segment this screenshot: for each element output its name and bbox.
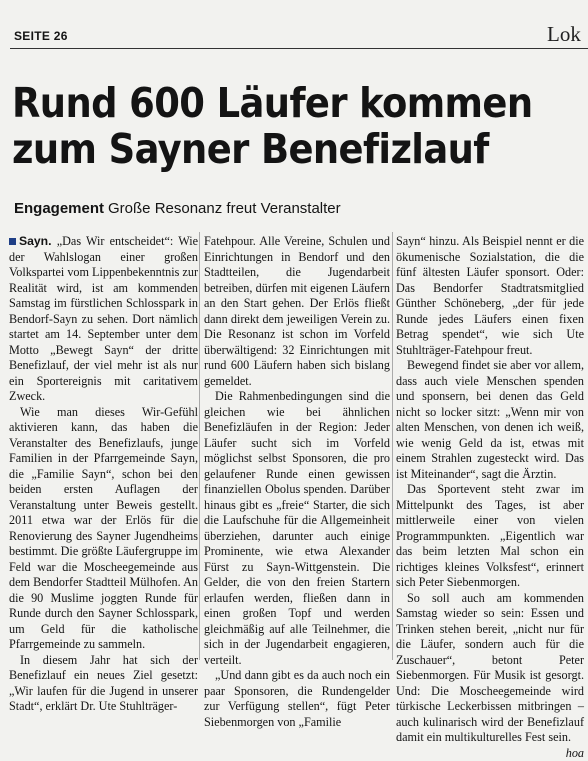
column-divider bbox=[199, 232, 200, 660]
paragraph-text: „Das Wir entscheidet“: Wie der Wahlslogan einer großen Volkspartei vom Lippenbekenntnis zur Realität wird, ist am kommenden Samstag im fürstlichen Schlosspark in Bendorf-Sayn zu sehen. Dort nämlich startet am 14. September unter dem Motto „Bewegt Sayn“ der dritte Benefizlauf, der viel mehr ist als nur ein Sportereignis mit caritativem Zweck. bbox=[9, 234, 198, 403]
author-initials: hoa bbox=[566, 746, 584, 760]
header-rule bbox=[10, 48, 588, 49]
paragraph: Wie man dieses Wir-Gefühl aktivieren kann, das haben die Veranstalter des Benefizlaufs, junge Familien in der Pfarrgemeinde Sayn, die „Familie Sayn“, schon bei den beiden ersten Auflagen der Veranstaltung unter Beweis gestellt. 2011 etwa war der Erlös für die Renovierung des Sayner Jugendheims bestimmt. Die größte Läufergruppe im Feld war die Moscheegemeinde aus dem Bendorfer Stadtteil Mülhofen. An die 90 Muslime joggten Runde für Runde durch den Sayner Schlosspark, um Geld für die katholische Pfarrgemeinde zu sammeln. bbox=[9, 405, 198, 653]
paragraph bbox=[9, 234, 198, 405]
subheadline-text: Große Resonanz freut Veranstalter bbox=[108, 200, 341, 217]
paragraph: Sayn“ hinzu. Als Beispiel nennt er die ökumenische Sozialstation, die die fünf ältesten Läufer sponsort. Oder: Das Bendorfer Stadtratsmitglied Günther Schöneberg, „der für jede Runde jedes Läufers einen fixen Betrag spendet“, wie sich Ute Stuhlträger-Fatehpour freut. bbox=[396, 234, 584, 358]
article-column-3 bbox=[396, 234, 584, 761]
paragraph: Bewegend findet sie aber vor allem, dass auch viele Menschen spenden und sponsern, bei denen das Geld nicht so locker sitzt: „Wenn mir von alten Menschen, von denen ich weiß, wie wenig Geld da ist, etwas mit einem Strahlen zugesteckt wird. Das ist Miteinander“, sagt die Ärztin. bbox=[396, 358, 584, 482]
author-line bbox=[396, 746, 584, 761]
dateline: Sayn. bbox=[19, 234, 52, 248]
column-divider bbox=[392, 232, 393, 660]
article-subheadline bbox=[14, 200, 341, 218]
square-marker-icon bbox=[9, 238, 16, 245]
headline-line-2: zum Sayner Benefizlauf bbox=[12, 125, 489, 173]
paragraph: In diesem Jahr hat sich der Benefizlauf ein neues Ziel gesetzt: „Wir laufen für die Jugend in unserer Stadt“, erklärt Dr. Ute Stuhlträger- bbox=[9, 653, 198, 715]
article-column-1 bbox=[9, 234, 198, 715]
paragraph: Die Rahmenbedingungen sind die gleichen wie bei ähnlichen Benefizläufen in der Region: Jeder Läufer sucht sich im Vorfeld möglichst selbst Sponsoren, die pro gelaufener Runde einen gewissen finanziellen Obolus spenden. Darüber hinaus gibt es „freie“ Starter, die sich die Laufschuhe für die Allgemeinheit überziehen, darunter auch einige Prominente, wie etwa Alexander Fürst zu Sayn-Wittgenstein. Die Gelder, die von den freien Startern erlaufen werden, fließen dann in einen großen Topf und werden gleichmäßig auf alle Teilnehmer, die sich in der Jugendarbeit engagieren, verteilt. bbox=[204, 389, 390, 668]
section-title: Lok bbox=[547, 22, 581, 47]
paragraph: So soll auch am kommenden Samstag wieder so sein: Essen und Trinken stehen bereit, „nicht nur für die Läufer, sondern auch für die Zuschauer“, betont Peter Siebenmorgen. Für Musik ist gesorgt. Und: Die Moscheegemeinde wird türkische Leckerbissen mitbringen – auch kulinarisch wird der Benefizlauf damit ein multikulturelles Fest sein. bbox=[396, 591, 584, 746]
paragraph: „Und dann gibt es da auch noch ein paar Sponsoren, die Rundengelder zur Verfügung stellen“, fügt Peter Siebenmorgen von „Familie bbox=[204, 668, 390, 730]
page-number-label: SEITE 26 bbox=[14, 29, 68, 43]
kicker: Engagement bbox=[14, 200, 104, 217]
article-column-2 bbox=[204, 234, 390, 730]
article-headline bbox=[12, 80, 582, 172]
paragraph: Das Sportevent steht zwar im Mittelpunkt des Tages, ist aber mittlerweile einer von vielen Programmpunkten. „Eigentlich war das beim letzten Mal schon ein richtiges kleines Volksfest“, erinnert sich Peter Siebenmorgen. bbox=[396, 482, 584, 591]
paragraph: Fatehpour. Alle Vereine, Schulen und Einrichtungen in Bendorf und den Stadtteilen, die Jugendarbeit betreiben, dürfen mit eigenen Läufern an den Start gehen. Der Erlös fließt dann direkt dem jeweiligen Verein zu. Die Resonanz ist schon im Vorfeld überwältigend: 32 Einrichtungen mit rund 600 Läufern haben sich bislang gemeldet. bbox=[204, 234, 390, 389]
headline-line-1: Rund 600 Läufer kommen bbox=[12, 79, 532, 127]
